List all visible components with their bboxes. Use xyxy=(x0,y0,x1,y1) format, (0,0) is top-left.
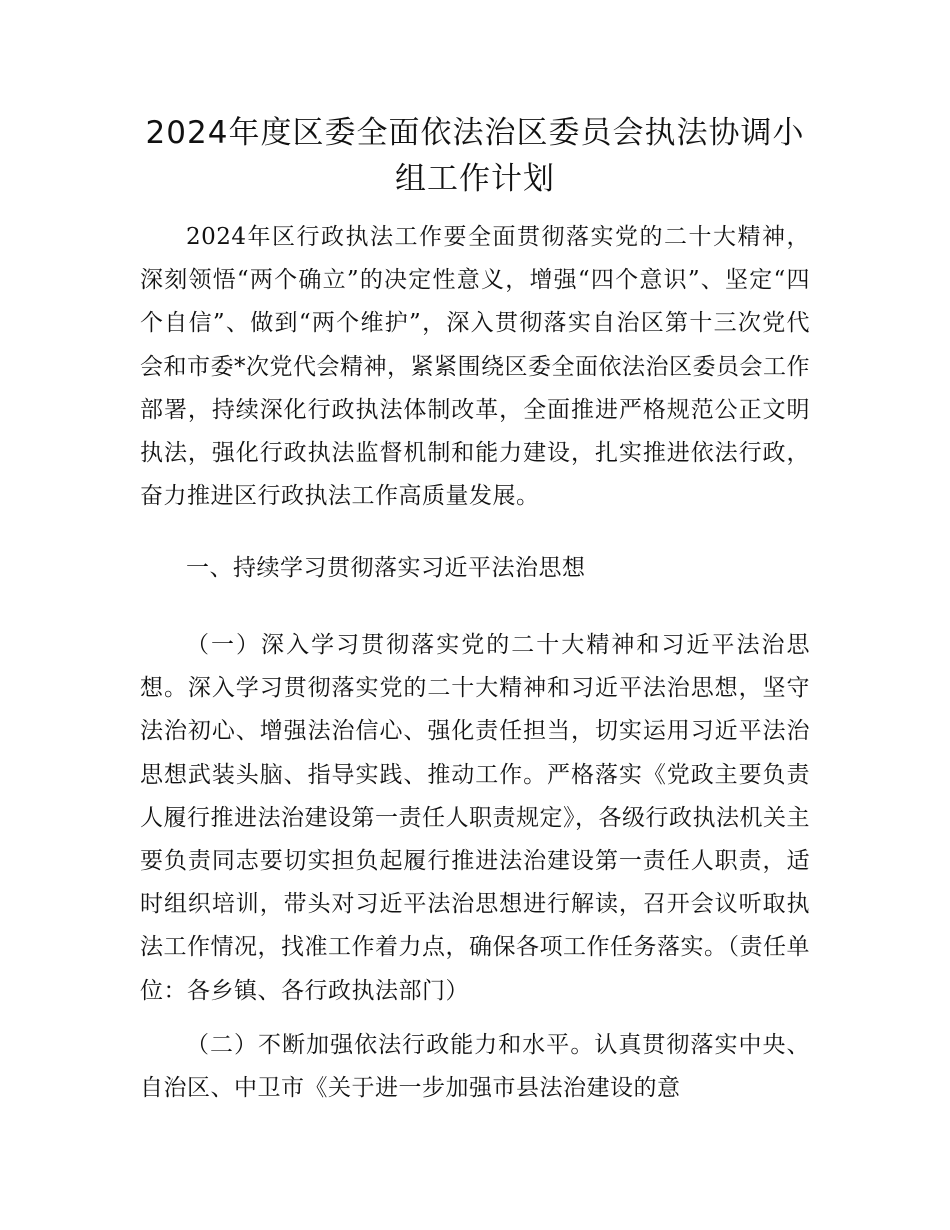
subsection-paragraph-2: （二）不断加强依法行政能力和水平。认真贯彻落实中央、自治区、中卫市《关于进一步加强市县法治建设的意 xyxy=(140,1032,810,1102)
section-heading: 一、持续学习贯彻落实习近平法治思想 xyxy=(186,555,586,581)
intro-paragraph: 2024年区行政执法工作要全面贯彻落实党的二十大精神，深刻领悟“两个确立”的决定性意义，增强“四个意识”、坚定“四个自信”、做到“两个维护”，深入贯彻落实自治区第十三次党代会和市委*次党代会精神，紧紧围绕区委全面依法治区委员会工作部署，持续深化行政执法体制改革，全面推进严格规范公正文明执法，强化行政执法监督机制和能力建设，扎实推进依法行政，奋力推进区行政执法工作高质量发展。 xyxy=(140,224,810,510)
document-title: 2024年度区委全面依法治区委员会执法协调小组工作计划 xyxy=(145,115,805,197)
subsection-paragraph-1: （一）深入学习贯彻落实党的二十大精神和习近平法治思想。深入学习贯彻落实党的二十大精神和习近平法治思想，坚守法治初心、增强法治信心、强化责任担当，切实运用习近平法治思想武装头脑、指导实践、推动工作。严格落实《党政主要负责人履行推进法治建设第一责任人职责规定》，各级行政执法机关主要负责同志要切实担负起履行推进法治建设第一责任人职责，适时组织培训，带头对习近平法治思想进行解读，召开会议听取执法工作情况，找准工作着力点，确保各项工作任务落实。（责任单位：各乡镇、各行政执法部门） xyxy=(140,632,810,1004)
